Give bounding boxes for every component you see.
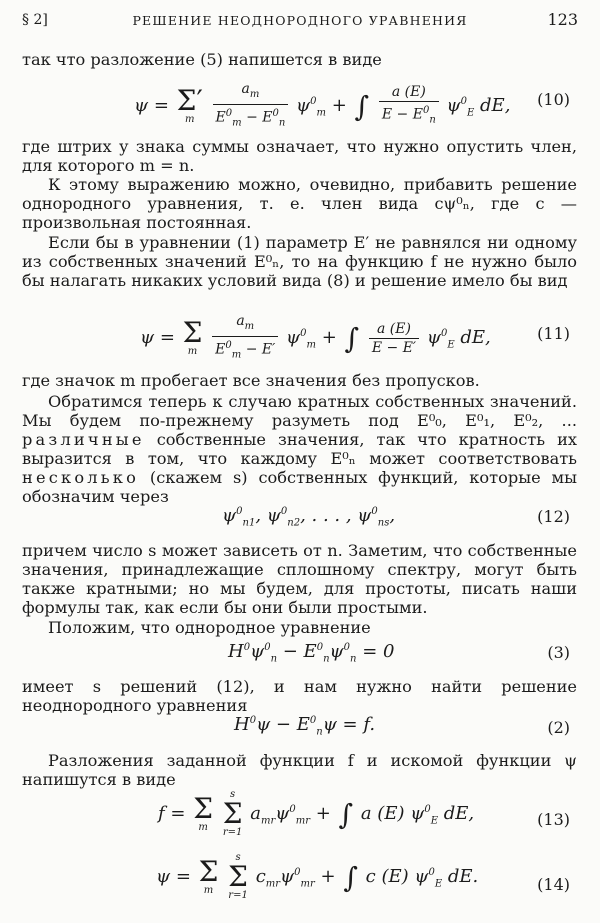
equation-2: $H^0\psi - E^0_n\psi = f$. (2) (234, 714, 570, 738)
running-header (22, 10, 578, 32)
section-number: § 2] (22, 12, 48, 28)
equation-number: (3) (547, 643, 570, 662)
sum-symbol: Σ m (193, 792, 213, 833)
equation-11: ψ = Σ m $\frac{a_m}{E^0_m - E'}$ $\psi^0_m$ + ∫ $\frac{a (E)}{E - E'}$ $\psi^0_E$ dE, (11) (0, 312, 600, 362)
equation-number: (12) (537, 507, 570, 526)
equation-12: $\psi^0_{n1}$, $\psi^0_{n2}$, . . . , $\psi^0_{ns}$, (12) (222, 505, 570, 529)
running-title: РЕШЕНИЕ НЕОДНОРОДНОГО УРАВНЕНИЯ (132, 13, 468, 28)
paragraph-2: где штрих у знака суммы означает, что нужно опустить член, для которого m = n. (22, 137, 577, 175)
fraction: $\frac{a_m}{E^0_m - E^0_n}$ (213, 80, 289, 132)
equation-number: (10) (537, 90, 570, 109)
paragraph-3: К этому выражению можно, очевидно, прибавить решение однородного уравнения, т. е. член вида cψ⁰ₙ, где c — произвольная постоянная. (22, 175, 577, 232)
equation-number: (11) (537, 324, 570, 343)
paragraph-5: где значок m пробегает все значения без пропусков. (22, 371, 480, 390)
equation-14: ψ = Σ m s Σ r=1 $c_{mr}\psi^0_{mr}$ + ∫ c (E) $\psi^0_E$ dE. (14) (156, 852, 570, 901)
paragraph-8: Положим, что однородное уравнение (48, 618, 371, 637)
equation-number: (14) (537, 875, 570, 894)
fraction: $\frac{a_m}{E^0_m - E'}$ (212, 312, 278, 364)
equation-10: ψ = Σ′ m $\frac{a_m}{E^0_m - E^0_n}$ $\psi^0_m$ + ∫ $\frac{a (E)}{E - E^0_n}$ $\psi^0_E$ dE, (10) (0, 80, 600, 124)
sum-symbol: s Σ r=1 (228, 852, 248, 901)
paragraph-1: так что разложение (5) напишется в виде (22, 50, 382, 69)
fraction: $\frac{a (E)}{E - E^0_n}$ (379, 83, 439, 129)
equation-number: (2) (547, 718, 570, 737)
equation-3: $H^0\psi^0_n - E^0_n\psi^0_n = 0$ (3) (228, 641, 570, 665)
page-number: 123 (547, 10, 578, 29)
fraction: $\frac{a (E)}{E - E'}$ (369, 320, 419, 357)
paragraph-4: Если бы в уравнении (1) параметр E′ не равнялся ни одному из собственных значений E⁰ₙ, то на функцию f не нужно было бы налагать никаких условий вида (8) и решение имело бы вид (22, 233, 577, 290)
paragraph-9: имеет s решений (12), и нам нужно найти решение неоднородного уравнения (22, 677, 577, 715)
paragraph-7: причем число s может зависеть от n. Заметим, что собственные значения, принадлежащие сплошному спектру, могут быть также кратными; но мы будем, для простоты, писать наши формулы так, как если бы они были простыми. (22, 541, 577, 617)
paragraph-10: Разложения заданной функции f и искомой функции ψ напишутся в виде (22, 751, 577, 789)
equation-number: (13) (537, 810, 570, 829)
sum-symbol: Σ′ m (176, 84, 203, 126)
sum-symbol: Σ m (198, 855, 219, 896)
sum-symbol: s Σ r=1 (222, 789, 243, 838)
equation-13: f = Σ m s Σ r=1 $a_{mr}\psi^0_{mr}$ + ∫ a (E) $\psi^0_E$ dE, (13) (158, 789, 570, 838)
paragraph-6: Обратимся теперь к случаю кратных собственных значений. Мы будем по-прежнему разуметь под E⁰₀, E⁰₁, E⁰₂, ... различные собственные значения, так что кратность их выразится в том, что каждому E⁰ₙ может соответствовать несколько (скажем s) собственных функций, которые мы обозначим через (22, 392, 577, 506)
sum-symbol: Σ m (182, 316, 203, 358)
